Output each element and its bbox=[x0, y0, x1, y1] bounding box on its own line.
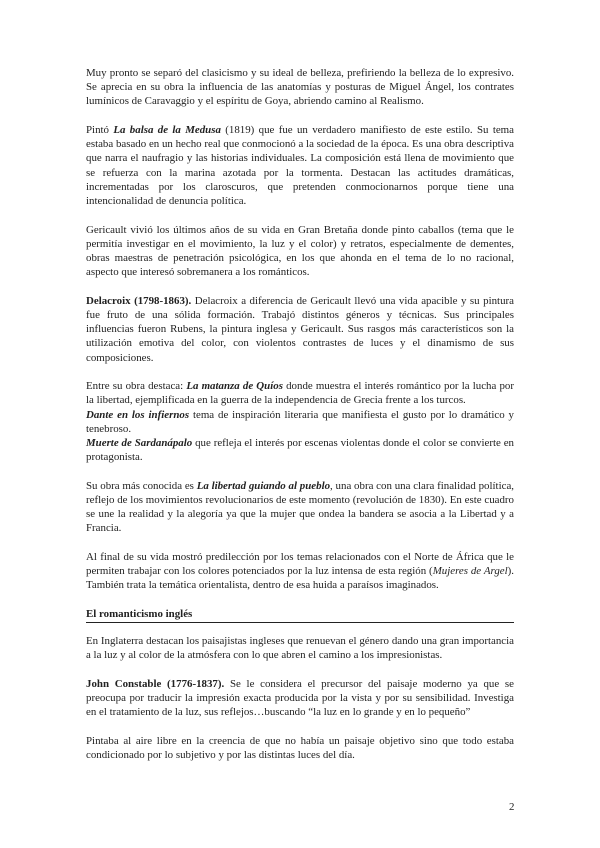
paragraph-norte-africa bbox=[86, 550, 514, 593]
artwork-title: La matanza de Quíos bbox=[186, 380, 283, 393]
page-number: 2 bbox=[509, 801, 515, 813]
text: Al final de su vida mostró predilección por los temas relacionados con el Norte de África que le permiten trabajar con los colores potenciados por la luz intensa de esta región ( bbox=[86, 551, 514, 578]
artwork-title: La balsa de la Medusa bbox=[113, 124, 221, 136]
text: donde muestra el interés romántico por la lucha por la libertad, ejemplificada en la guerra de la independencia de Grecia frente a los turcos. bbox=[86, 380, 514, 407]
text: , una obra con una clara finalidad política, reflejo de los movimientos revolucionarios de este momento (revolución de 1830). En este cuadro se une la realidad y la alegoría ya que la mujer que ondea la bandera se asocia a la Libertad y a Francia. bbox=[86, 479, 515, 535]
paragraph-gericault-britain: Gericault vivió los últimos años de su vida en Gran Bretaña donde pinto caballos (tema que le permitía investigar en el movimiento, la luz y el color) y retratos, especialmente de dementes, obras maestras de penetración psicológica, en los que ahonda en el tema de lo no racional, aspecto que interesó sobremanera a los románticos. bbox=[86, 223, 514, 279]
section-heading: El romanticismo inglés bbox=[86, 607, 514, 623]
paragraph-libertad bbox=[86, 479, 514, 536]
paragraph-delacroix bbox=[86, 294, 514, 365]
paragraph-matanza-quios bbox=[86, 379, 514, 407]
paragraph-aire-libre: Pintaba al aire libre en la creencia de que no había un paisaje objetivo sino que todo estaba condicionado por lo subjetivo y por las distintas luces del día. bbox=[86, 735, 514, 762]
paragraph-inglaterra: En Inglaterra destacan los paisajistas ingleses que renuevan el género dando una gran importancia a la luz y al color de la atmósfera con lo que abren el camino a los impresionistas. bbox=[86, 635, 514, 662]
text: Entre su obra destaca: bbox=[86, 380, 187, 393]
paragraph-balsa-medusa bbox=[86, 123, 514, 208]
artist-name: John Constable (1776-1837). bbox=[86, 678, 225, 691]
paragraph-constable bbox=[86, 677, 514, 720]
text: Se le considera el precursor del paisaje moderno ya que se preocupa por traducir la impresión exacta producida por la vista y por su sensibilidad. Investiga en el tratamiento de la luz, sus reflejos…buscando “la luz en lo grande y en lo pequeño” bbox=[86, 678, 514, 719]
text: Delacroix a diferencia de Gericault llevó una vida apacible y su pintura fue fruto de una sólida formación. Trabajó distintos géneros y técnicas. Sus principales influencias fueron Rubens, la pintura inglesa y Gericault. Sus rasgos más característicos son la utilización emotiva del color, con violentos contrastes de luces y el dinamismo de sus composiciones. bbox=[86, 294, 514, 364]
paragraph-dante bbox=[86, 408, 514, 436]
artist-name: Delacroix (1798-1863). bbox=[86, 294, 192, 307]
text: Pintó bbox=[86, 124, 114, 136]
artwork-title: Dante en los infiernos bbox=[86, 408, 190, 421]
artwork-title: Muerte de Sardanápalo bbox=[86, 437, 193, 450]
document-page bbox=[86, 66, 514, 777]
text: ). También trata la temática orientalista, dentro de esa huida a paraísos imaginados. bbox=[86, 565, 514, 592]
text: Su obra más conocida es bbox=[86, 479, 197, 492]
paragraph-clasicismo: Muy pronto se separó del clasicismo y su ideal de belleza, prefiriendo la belleza de lo expresivo. Se aprecia en su obra la influencia de las anatomías y posturas de Miguel Ángel, los contrates lumínicos de Caravaggio y el espíritu de Goya, abriendo camino al Realismo. bbox=[86, 67, 514, 108]
text: que refleja el interés por escenas violentas donde el color se convierte en protagonista. bbox=[86, 437, 514, 464]
paragraph-sardanapalo bbox=[86, 436, 514, 464]
text: (1819) que fue un verdadero manifiesto de este estilo. Su tema estaba basado en un hecho real que conmocionó a la sociedad de la época. Es una obra descriptiva que narra el naufragio y las historias individuales. La composición está llena de movimiento que se refuerza con la marina azotada por la tormenta. Destacan las actitudes dramáticas, incrementadas por los claroscuros, que pretenden conmocionarnos porque tiene una intencionalidad de denuncia política. bbox=[86, 124, 514, 208]
artwork-title: Mujeres de Argel bbox=[432, 565, 508, 578]
artwork-title: La libertad guiando al pueblo bbox=[196, 479, 331, 492]
text: tema de inspiración literaria que manifiesta el gusto por lo dramático y tenebroso. bbox=[86, 408, 514, 435]
